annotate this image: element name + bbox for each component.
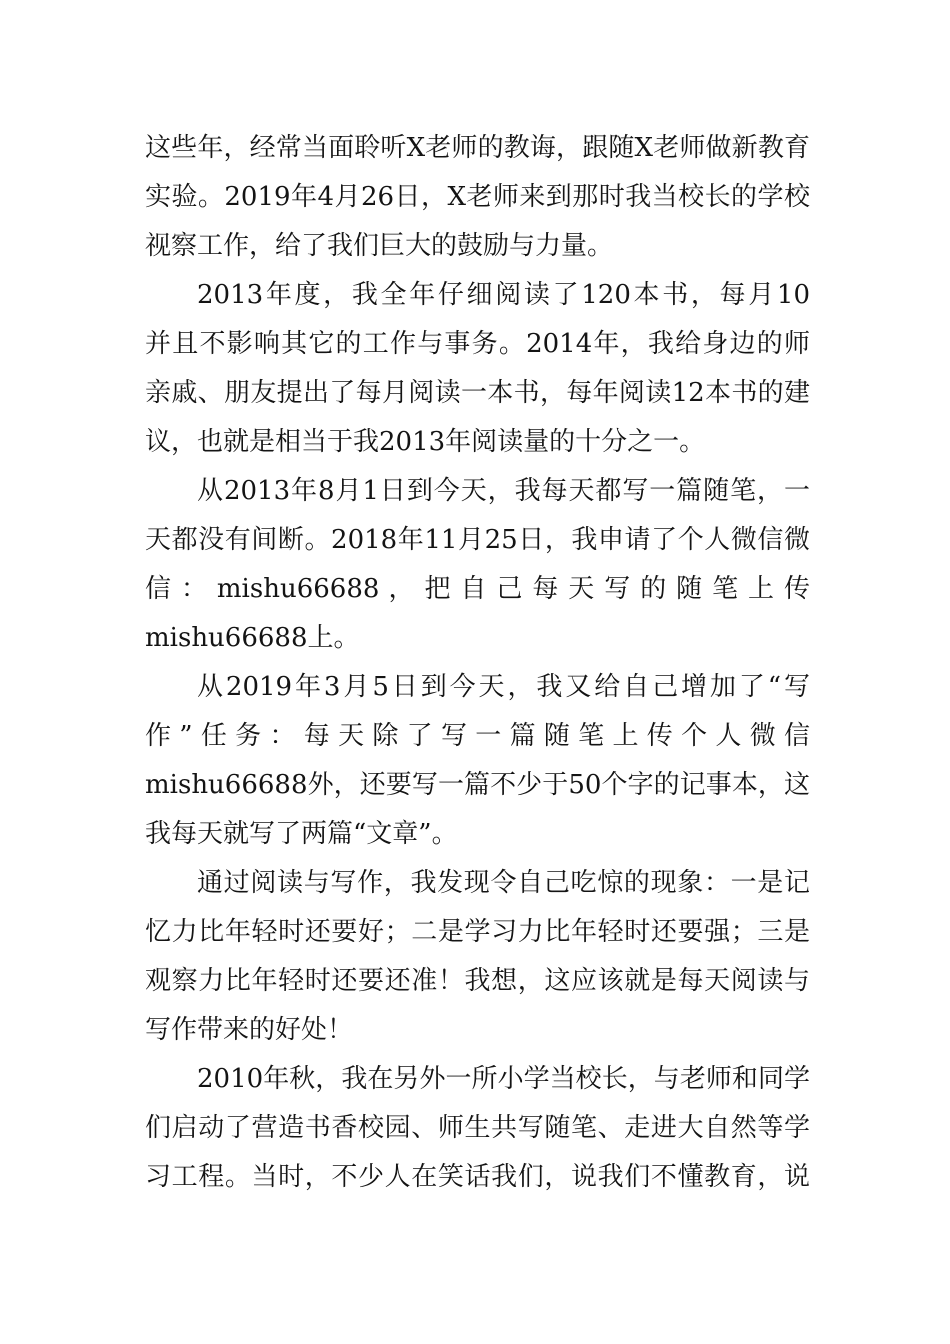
text-line: 作 ” 任 务 ： 每 天 除 了 写 一 篇 随 笔 上 传 个 人 微 信 <box>145 721 810 751</box>
paragraph-6 <box>145 1055 810 1202</box>
text-line: 视察工作，给了我们巨大的鼓励与力量。 <box>145 231 614 261</box>
paragraph-2 <box>145 271 810 467</box>
text-line: 2010年秋，我在另外一所小学当校长，与老师和同学 <box>197 1064 810 1094</box>
text-line: 习工程。当时，不少人在笑话我们，说我们不懂教育，说 <box>145 1162 810 1192</box>
text-line: 亲戚、朋友提出了每月阅读一本书，每年阅读12本书的建 <box>145 378 810 408</box>
text-line: 观察力比年轻时还要还准！我想，这应该就是每天阅读与 <box>145 966 810 996</box>
text-line: 天都没有间断。2018年11月25日，我申请了个人微信微 <box>145 525 810 555</box>
text-line: 议，也就是相当于我2013年阅读量的十分之一。 <box>145 427 706 457</box>
text-line: 们启动了营造书香校园、师生共写随笔、走进大自然等学 <box>145 1113 810 1143</box>
text-line: 从2019年3月5日到今天，我又给自己增加了“写 <box>197 672 810 702</box>
text-line: 忆力比年轻时还要好；二是学习力比年轻时还要强；三是 <box>145 917 810 947</box>
text-line: mishu66688上。 <box>145 623 360 653</box>
text-line: 并且不影响其它的工作与事务。2014年，我给身边的师 <box>145 329 810 359</box>
paragraph-4 <box>145 663 810 859</box>
text-line: 通过阅读与写作，我发现令自己吃惊的现象：一是记 <box>197 868 810 898</box>
paragraph-5 <box>145 859 810 1055</box>
document-body <box>145 124 810 1202</box>
paragraph-1 <box>145 124 810 271</box>
text-line: 写作带来的好处！ <box>145 1015 354 1045</box>
text-line: 实验。2019年4月26日，X老师来到那时我当校长的学校 <box>145 182 810 212</box>
text-line: mishu66688外，还要写一篇不少于50个字的记事本，这 <box>145 770 810 800</box>
paragraph-3 <box>145 467 810 663</box>
text-line: 从2013年8月1日到今天，我每天都写一篇随笔，一 <box>197 476 810 506</box>
text-line: 信 ： mishu66688 ， 把 自 己 每 天 写 的 随 笔 上 传 <box>145 574 810 604</box>
text-line: 这些年，经常当面聆听X老师的教诲，跟随X老师做新教育 <box>145 133 810 163</box>
text-line: 2013年度，我全年仔细阅读了120本书，每月10 <box>197 280 810 310</box>
text-line: 我每天就写了两篇“文章”。 <box>145 819 458 849</box>
